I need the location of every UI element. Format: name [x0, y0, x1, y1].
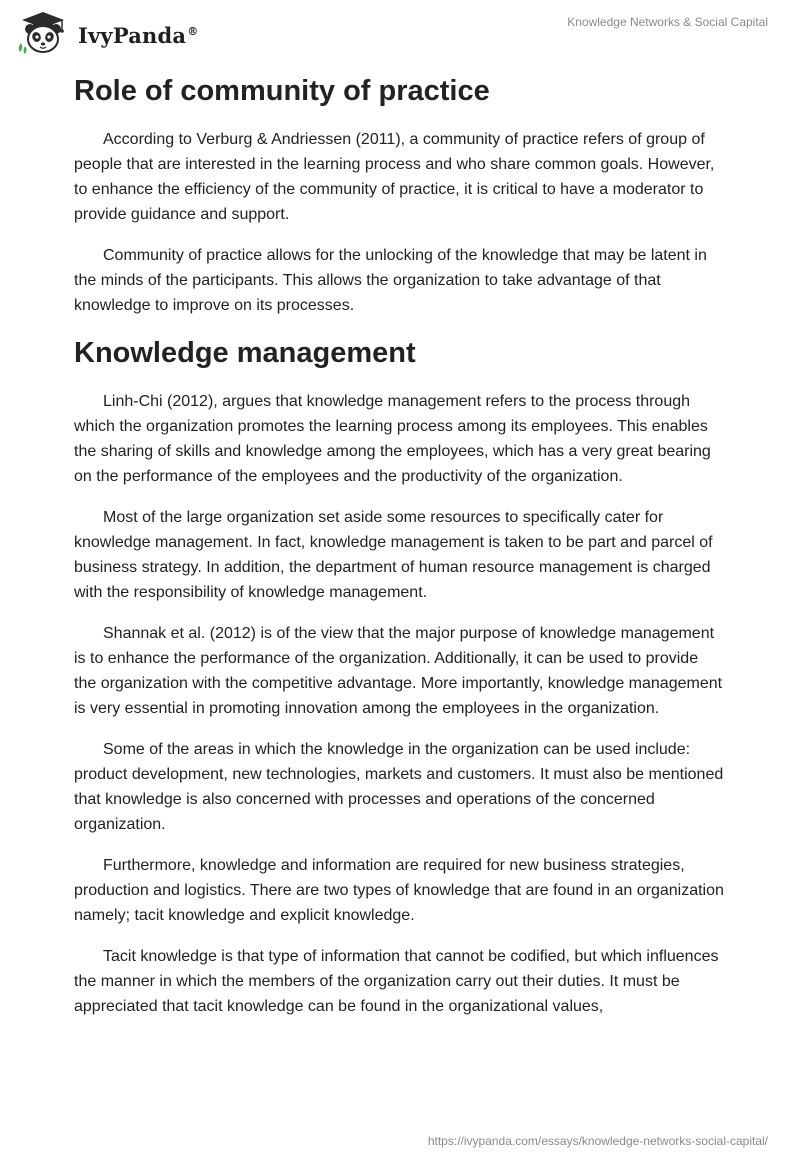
- source-url[interactable]: https://ivypanda.com/essays/knowledge-networks-social-capital/: [427, 1134, 768, 1148]
- page-header: [0, 0, 800, 64]
- registered-mark: ®: [187, 24, 199, 38]
- paragraph: Shannak et al. (2012) is of the view that the major purpose of knowledge management is to enhance the performance of the organization. Additionally, it can be used to provide the organization with the competitive advantage. More importantly, knowledge management is very essential in promoting innovation among the employees in the organization.: [74, 625, 723, 717]
- article-body: [74, 72, 724, 1035]
- panda-graduate-icon: [16, 10, 70, 56]
- paragraph: Community of practice allows for the unlocking of the knowledge that may be latent in the minds of the participants. This allows the organization to take advantage of that knowledge to improve on its processes.: [74, 247, 707, 314]
- document-title: Knowledge Networks & Social Capital: [567, 15, 768, 29]
- section-heading-knowledge-management: Knowledge management: [74, 337, 416, 369]
- paragraph: Furthermore, knowledge and information are required for new business strategies, production and logistics. There are two types of knowledge that are found in an organization namely; tacit knowledge and explicit knowledge.: [74, 857, 724, 924]
- paragraph: Linh-Chi (2012), argues that knowledge management refers to the process through which the organization promotes the learning process among its employees. This enables the sharing of skills and knowledge among the employees, which has a very great bearing on the performance of the employees and the productivity of the organization.: [74, 393, 711, 485]
- paragraph: According to Verburg & Andriessen (2011), a community of practice refers of group of people that are interested in the learning process and who share common goals. However, to enhance the efficiency of the community of practice, it is critical to have a moderator to provide guidance and support.: [74, 131, 715, 223]
- paragraph: Some of the areas in which the knowledge in the organization can be used include: product development, new technologies, markets and customers. It must also be mentioned that knowledge is also concerned with processes and operations of the concerned organization.: [74, 741, 724, 833]
- ivypanda-logo[interactable]: [16, 10, 198, 56]
- paragraph: Most of the large organization set aside some resources to specifically cater for knowledge management. In fact, knowledge management is taken to be part and parcel of business strategy. In addition, the department of human resource management is charged with the responsibility of knowledge management.: [74, 509, 713, 601]
- brand-name: IvyPanda®: [78, 22, 199, 48]
- paragraph: Tacit knowledge is that type of information that cannot be codified, but which influences the manner in which the members of the organization carry out their duties. It must be appreciated that tacit knowledge can be found in the organizational values,: [74, 948, 719, 1015]
- section-heading-community-of-practice: Role of community of practice: [74, 75, 490, 107]
